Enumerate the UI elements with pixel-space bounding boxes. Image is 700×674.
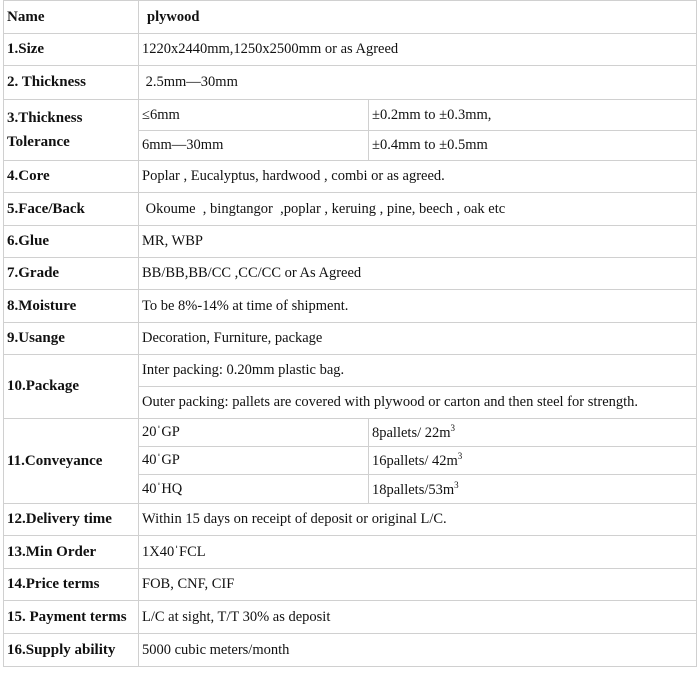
grade-value: BB/BB,BB/CC ,CC/CC or As Agreed	[139, 258, 697, 290]
package-inner: Inter packing: 0.20mm plastic bag.	[139, 355, 697, 387]
conveyance-label: 11.Conveyance	[4, 419, 139, 504]
table-row	[4, 161, 697, 193]
supply-value: 5000 cubic meters/month	[139, 634, 697, 667]
table-row	[4, 419, 697, 447]
delivery-label: 12.Delivery time	[4, 504, 139, 536]
table-row	[4, 323, 697, 355]
grade-label: 7.Grade	[4, 258, 139, 290]
usage-value: Decoration, Furniture, package	[139, 323, 697, 355]
table-row	[4, 193, 697, 226]
tolerance-label-line1: 3.Thickness	[7, 110, 83, 126]
glue-value: MR, WBP	[139, 226, 697, 258]
tolerance-range: 6mm—30mm	[139, 131, 369, 161]
min-order-label: 13.Min Order	[4, 536, 139, 569]
tolerance-value: ±0.4mm to ±0.5mm	[369, 131, 697, 161]
tolerance-label-line2: Tolerance	[7, 134, 70, 150]
tolerance-label	[4, 100, 139, 161]
capacity-sup: 3	[454, 479, 459, 490]
thickness-value: 2.5mm—30mm	[139, 66, 697, 100]
table-row	[4, 355, 697, 387]
package-outer: Outer packing: pallets are covered with plywood or carton and then steel for strength.	[139, 387, 697, 419]
price-value: FOB, CNF, CIF	[139, 569, 697, 601]
table-row	[4, 226, 697, 258]
container-type: 40ˈGP	[139, 447, 369, 475]
payment-label: 15. Payment terms	[4, 601, 139, 634]
capacity-text: 16pallets/ 42m	[372, 452, 458, 469]
table-row	[4, 601, 697, 634]
container-type: 20ˈGP	[139, 419, 369, 447]
table-row	[4, 504, 697, 536]
plywood-spec-table	[3, 0, 697, 667]
container-capacity	[369, 419, 697, 447]
table-row	[4, 290, 697, 323]
glue-label: 6.Glue	[4, 226, 139, 258]
moisture-value: To be 8%-14% at time of shipment.	[139, 290, 697, 323]
header-value: plywood	[139, 1, 697, 34]
capacity-sup: 3	[457, 451, 463, 462]
header-label: Name	[4, 1, 139, 34]
table-row	[4, 66, 697, 100]
capacity-text: 18pallets/53m	[372, 481, 455, 498]
tolerance-range: ≤6mm	[139, 100, 369, 131]
face-label: 5.Face/Back	[4, 193, 139, 226]
container-capacity	[369, 447, 697, 475]
capacity-sup: 3	[450, 423, 456, 434]
table-row	[4, 1, 697, 34]
face-value: Okoume , bingtangor ,poplar , keruing , pine, beech , oak etc	[139, 193, 697, 226]
delivery-value: Within 15 days on receipt of deposit or original L/C.	[139, 504, 697, 536]
table-row	[4, 569, 697, 601]
size-label: 1.Size	[4, 34, 139, 66]
container-capacity	[369, 475, 697, 504]
table-row	[4, 634, 697, 667]
thickness-label: 2. Thickness	[4, 66, 139, 100]
package-label: 10.Package	[4, 355, 139, 419]
supply-label: 16.Supply ability	[4, 634, 139, 667]
table-row	[4, 536, 697, 569]
tolerance-value: ±0.2mm to ±0.3mm,	[369, 100, 697, 131]
payment-value: L/C at sight, T/T 30% as deposit	[139, 601, 697, 634]
capacity-text: 8pallets/ 22m	[372, 424, 451, 441]
core-label: 4.Core	[4, 161, 139, 193]
core-value: Poplar , Eucalyptus, hardwood , combi or as agreed.	[139, 161, 697, 193]
table-row	[4, 34, 697, 66]
table-row	[4, 258, 697, 290]
price-label: 14.Price terms	[4, 569, 139, 601]
usage-label: 9.Usange	[4, 323, 139, 355]
container-type: 40ˈHQ	[139, 475, 369, 504]
moisture-label: 8.Moisture	[4, 290, 139, 323]
min-order-value: 1X40ˈFCL	[139, 536, 697, 569]
size-value: 1220x2440mm,1250x2500mm or as Agreed	[139, 34, 697, 66]
table-row	[4, 100, 697, 131]
